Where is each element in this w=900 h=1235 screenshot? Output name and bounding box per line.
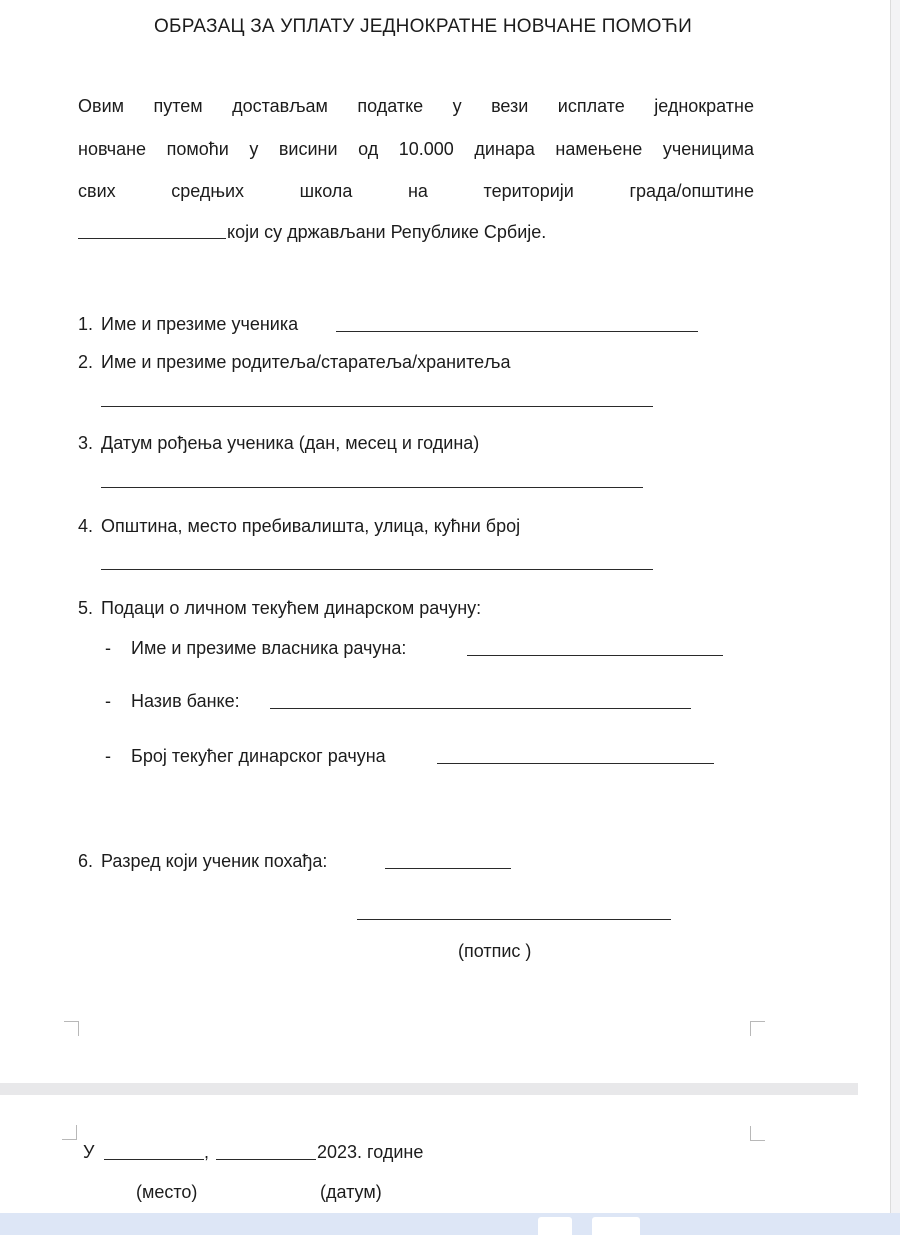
parent-name-line — [101, 406, 653, 407]
bank-field-3-bullet: - — [105, 746, 111, 766]
bank-field-2-label: Назив банке: — [131, 691, 240, 711]
address-line — [101, 569, 653, 570]
bank-field-1-bullet: - — [105, 638, 111, 658]
crop-mark-top-right — [750, 1126, 765, 1141]
item-1-label: Име и презиме ученика — [101, 314, 299, 334]
intro-line-2: новчане помоћи у висини од 10.000 динара намењене ученицима — [78, 139, 754, 159]
item-2-number: 2. — [78, 352, 94, 372]
item-5-label: Подаци о личном текућем динарском рачуну: — [101, 598, 482, 618]
date-label: (датум) — [320, 1182, 382, 1202]
item-5-number: 5. — [78, 598, 94, 618]
place-date-separator: , — [204, 1142, 210, 1162]
place-prefix: У — [83, 1142, 95, 1162]
date-blank-line — [216, 1159, 316, 1160]
viewer-right-edge — [890, 0, 900, 1213]
item-6-label: Разред који ученик похађа: — [101, 851, 328, 871]
intro-line-3: свих средњих школа на територији града/општине — [78, 181, 754, 201]
bank-name-line — [270, 708, 691, 709]
signature-label: (потпис ) — [458, 941, 532, 961]
bank-field-2-bullet: - — [105, 691, 111, 711]
item-3-label: Датум рођења ученика (дан, месец и година) — [101, 433, 480, 453]
viewer-tab-small[interactable] — [538, 1217, 572, 1235]
crop-mark-top-left — [62, 1125, 77, 1140]
student-name-line — [336, 331, 698, 332]
signature-line — [357, 919, 671, 920]
intro-line-1: Овим путем достављам податке у вези исплате једнократне — [78, 96, 754, 116]
document-page-2 — [0, 1095, 890, 1213]
birth-date-line — [101, 487, 643, 488]
item-4-number: 4. — [78, 516, 94, 536]
grade-line — [385, 868, 511, 869]
page-separator — [0, 1083, 858, 1095]
bank-field-3-label: Број текућег динарског рачуна — [131, 746, 386, 766]
item-2-label: Име и презиме родитеља/старатеља/хранитеља — [101, 352, 511, 372]
item-1-number: 1. — [78, 314, 94, 334]
year-text: 2023. године — [317, 1142, 424, 1162]
item-3-number: 3. — [78, 433, 94, 453]
account-holder-line — [467, 655, 723, 656]
municipality-blank-line — [78, 238, 226, 239]
viewer-tab[interactable] — [592, 1217, 640, 1235]
item-4-label: Општина, место пребивалишта, улица, кућни број — [101, 516, 521, 536]
form-title: ОБРАЗАЦ ЗА УПЛАТУ ЈЕДНОКРАТНЕ НОВЧАНЕ ПОМОЋИ — [154, 16, 692, 37]
account-number-line — [437, 763, 714, 764]
item-6-number: 6. — [78, 851, 94, 871]
place-blank-line — [104, 1159, 204, 1160]
intro-line-4: који су држављани Републике Србије. — [227, 222, 547, 242]
crop-mark-bottom-left — [64, 1021, 79, 1036]
crop-mark-bottom-right — [750, 1021, 765, 1036]
viewer-bottom-bar — [0, 1213, 900, 1235]
bank-field-1-label: Име и презиме власника рачуна: — [131, 638, 407, 658]
place-label: (место) — [136, 1182, 198, 1202]
